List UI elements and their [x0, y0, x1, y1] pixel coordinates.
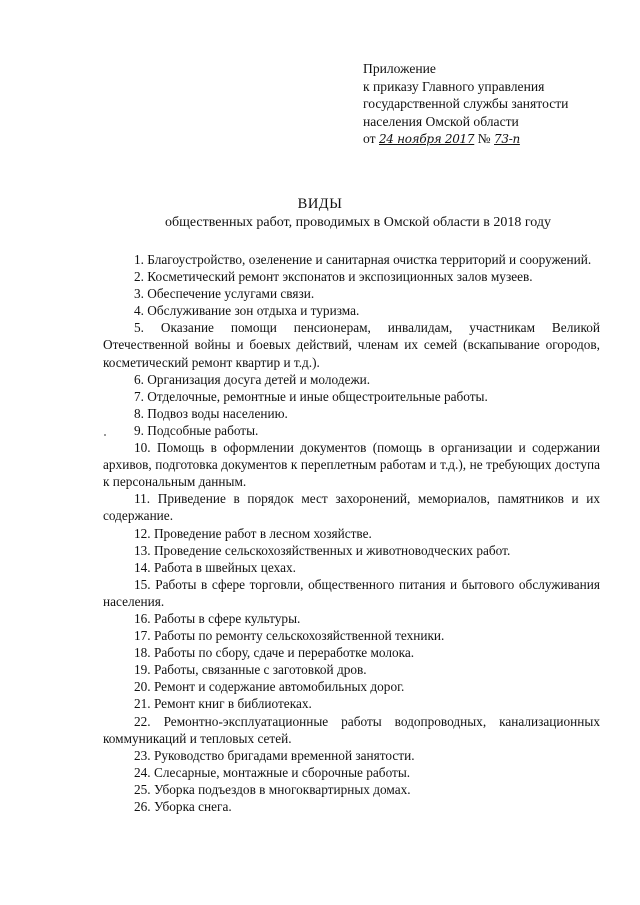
list-item: 24. Слесарные, монтажные и сборочные работы.	[134, 764, 411, 780]
list-item: 26. Уборка снега.	[134, 799, 232, 814]
appendix-line-3: государственной службы занятости	[363, 96, 569, 111]
appendix-line-4: населения Омской области	[363, 113, 519, 129]
list-item: 23. Руководство бригадами временной занятости.	[134, 747, 415, 763]
number-prefix: №	[477, 131, 491, 146]
list-item: 12. Проведение работ в лесном хозяйстве.	[134, 525, 372, 541]
list-item: 25. Уборка подъездов в многоквартирных домах.	[134, 781, 411, 797]
appendix-header	[363, 60, 633, 149]
list-item: 21. Ремонт книг в библиотеках.	[134, 696, 312, 712]
list-item: 17. Работы по ремонту сельскохозяйственной техники.	[134, 628, 445, 644]
handwritten-number: 73-п	[494, 132, 520, 146]
appendix-line-2: к приказу Главного управления	[363, 78, 545, 94]
list-item: 11. Приведение в порядок мест захоронений, мемориалов, памятников и их содержание.	[103, 491, 600, 524]
list-item: 20. Ремонт и содержание автомобильных дорог.	[134, 679, 405, 695]
list-item: 19. Работы, связанные с заготовкой дров.	[134, 662, 367, 678]
list-item: 9. Подсобные работы.	[134, 422, 259, 438]
scan-speck	[104, 434, 106, 436]
list-item: 15. Работы в сфере торговли, общественного питания и бытового обслуживания населения.	[103, 576, 600, 609]
list-item: 10. Помощь в оформлении документов (помощь в организации и содержании архивов, подготовка документов к переплетным работам и т.д.), не требующих доступа к персональным данным.	[103, 440, 600, 490]
list-item: 4. Обслуживание зон отдыха и туризма.	[134, 303, 360, 319]
list-item: 8. Подвоз воды населению.	[134, 405, 288, 421]
list-item: 5. Оказание помощи пенсионерам, инвалидам, участникам Великой Отечественной войны и боевых действий, членам их семей (вскапывание огородов, косметический ремонт квартир и т.д.).	[103, 320, 600, 370]
document-subtitle: общественных работ, проводимых в Омской области в 2018 году	[164, 215, 552, 230]
work-types-list	[103, 251, 600, 815]
handwritten-date: 24 ноября 2017	[378, 132, 475, 146]
list-item: 18. Работы по сбору, сдаче и переработке молока.	[134, 645, 415, 661]
date-prefix: от	[363, 131, 376, 146]
list-item: 14. Работа в швейных цехах.	[134, 559, 296, 575]
list-item: 2. Косметический ремонт экспонатов и экспозиционных залов музеев.	[134, 269, 533, 285]
document-title: ВИДЫ	[297, 196, 343, 212]
list-item: 22. Ремонтно-эксплуатационные работы водопроводных, канализационных коммуникаций и тепловых сетей.	[103, 713, 600, 746]
list-item: 6. Организация досуга детей и молодежи.	[134, 371, 371, 387]
order-date-line	[363, 130, 633, 149]
list-item: 7. Отделочные, ремонтные и иные общестроительные работы.	[134, 388, 488, 404]
appendix-line-1: Приложение	[363, 61, 436, 76]
list-item: 1. Благоустройство, озеленение и санитарная очистка территорий и сооружений.	[134, 252, 592, 267]
list-item: 3. Обеспечение услугами связи.	[134, 286, 315, 302]
list-item: 16. Работы в сфере культуры.	[134, 610, 301, 626]
list-item: 13. Проведение сельскохозяйственных и животноводческих работ.	[134, 542, 511, 558]
